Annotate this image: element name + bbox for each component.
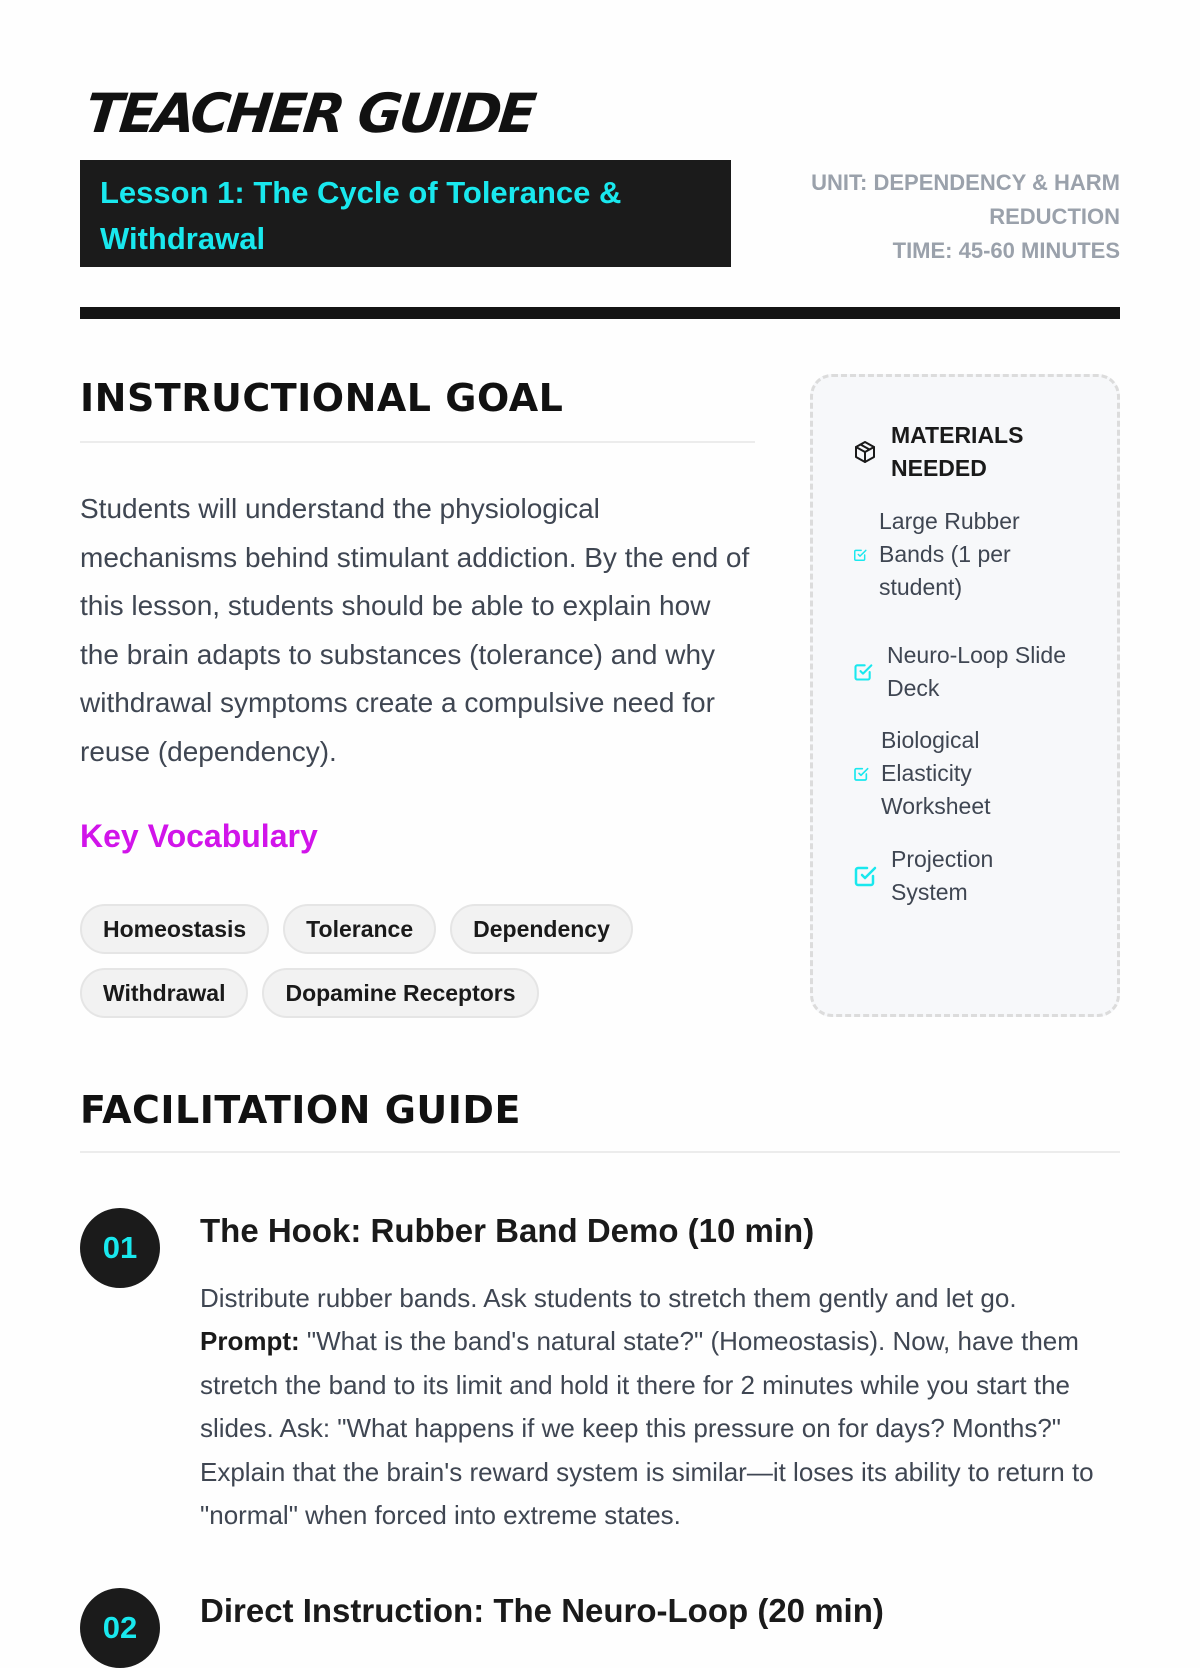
teacher-guide-page [80,0,1120,1645]
facilitation-step [80,1588,1120,1645]
materials-heading: MATERIALS NEEDED [891,422,1024,481]
material-item-text: Large Rubber Bands (1 per student) [879,508,1020,600]
material-item [853,639,1077,705]
step-number-badge: 02 [80,1588,160,1668]
vocab-chip-withdrawal: Withdrawal [80,968,248,1018]
instructional-goal-text: Students will understand the physiological mechanisms behind stimulant addiction. By the end of this lesson, students should be able to explain how the brain adapts to substances (tolerance) and why withdrawal symptoms create a compulsive need for reuse (dependency). [80,493,750,767]
instructional-goal-heading: INSTRUCTIONAL GOAL [80,376,564,420]
material-item-text: Biological Elasticity Worksheet [881,727,991,819]
lesson-title-banner [80,160,731,267]
vocab-chip-tolerance: Tolerance [283,904,436,954]
document-title: TEACHER GUIDE [82,82,537,145]
vocabulary-list [80,904,640,1018]
lesson-title: Lesson 1: The Cycle of Tolerance & Withdrawal [100,175,622,256]
vocab-chip-homeostasis: Homeostasis [80,904,269,954]
step-number-badge: 01 [80,1208,160,1288]
material-item-text: Neuro-Loop Slide Deck [887,642,1067,701]
vocab-chip-dependency: Dependency [450,904,633,954]
vocab-chip-dopamine-receptors: Dopamine Receptors [262,968,538,1018]
step-title: The Hook: Rubber Band Demo (10 min) [200,1212,815,1249]
key-vocabulary-heading: Key Vocabulary [80,818,318,854]
step-prompt-label: Prompt: [200,1326,300,1357]
materials-card [810,374,1120,1017]
checkbox-checked-icon [853,864,877,888]
step-description [200,1277,1120,1537]
step-prompt-text: "What is the band's natural state?" (Homeostasis). Now, have them stretch the band to its limit and hold it there for 2 minutes while you start the slides. Ask: "What happens if we keep this pressure on for days? Months?" Explain that the brain's reward system is similar—it loses its ability to return to "normal" when forced into extreme states. [200,1326,1094,1531]
goal-divider [80,441,755,443]
facilitation-divider [80,1151,1120,1153]
material-item-text: Projection System [891,846,994,905]
time-label: TIME: 45-60 MINUTES [892,238,1120,263]
checkbox-checked-icon [853,548,867,562]
checkbox-checked-icon [853,662,873,682]
material-item [853,724,1011,823]
checkbox-checked-icon [853,766,869,782]
package-icon [853,440,877,464]
step-title: Direct Instruction: The Neuro-Loop (20 min) [200,1592,884,1629]
material-item [853,843,1011,909]
materials-header [853,419,1041,485]
lesson-meta [780,166,1120,268]
header-divider [80,307,1120,319]
facilitation-guide-heading: FACILITATION GUIDE [80,1088,521,1132]
step-intro: Distribute rubber bands. Ask students to stretch them gently and let go. [200,1283,1017,1313]
facilitation-step [80,1208,1120,1538]
unit-label: UNIT: DEPENDENCY & HARM REDUCTION [811,170,1120,229]
material-item [853,505,1029,604]
